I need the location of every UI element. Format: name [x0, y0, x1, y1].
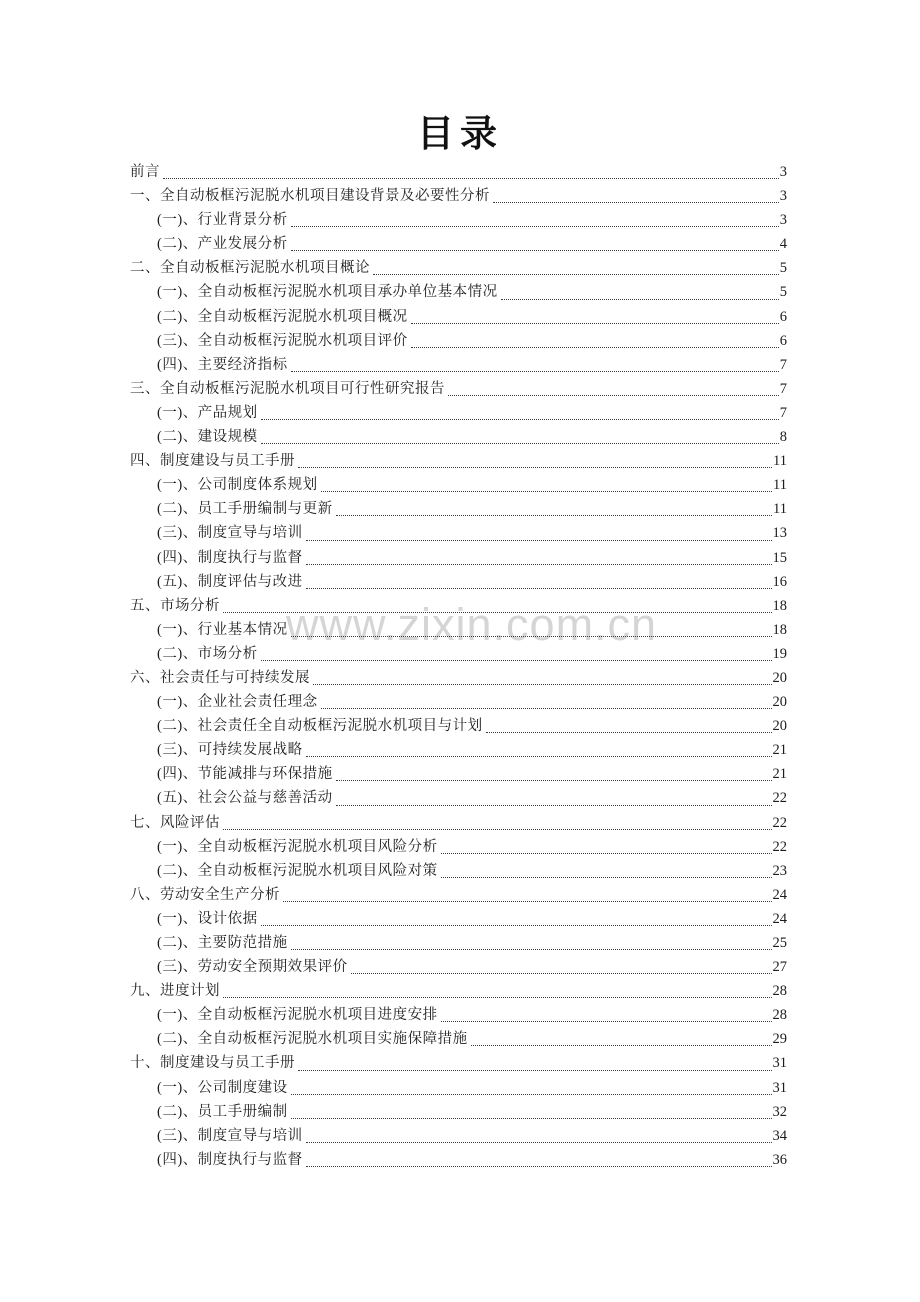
toc-entry[interactable]: [130, 1076, 787, 1100]
toc-page-number: 21: [772, 742, 787, 759]
toc-leader-dots: [336, 805, 772, 806]
toc-leader-dots: [261, 925, 772, 926]
toc-entry-label: 六、社会责任与可持续发展: [130, 669, 310, 686]
toc-page-number: 28: [772, 1007, 787, 1024]
toc-leader-dots: [163, 178, 779, 179]
page-title: 目录: [417, 114, 503, 155]
toc-entry[interactable]: [130, 473, 787, 497]
toc-entry-label: (四)、主要经济指标: [157, 356, 288, 373]
toc-entry-label: (三)、劳动安全预期效果评价: [157, 959, 348, 976]
toc-leader-dots: [291, 949, 772, 950]
toc-leader-dots: [298, 467, 772, 468]
toc-page-number: 18: [772, 621, 787, 638]
toc-entry-label: (三)、全自动板框污泥脱水机项目评价: [157, 332, 408, 349]
toc-entry[interactable]: [130, 521, 787, 545]
toc-page-number: 13: [772, 525, 787, 542]
toc-entry[interactable]: [130, 1124, 787, 1148]
toc-page-number: 11: [773, 477, 787, 494]
toc-entry[interactable]: [130, 762, 787, 786]
toc-leader-dots: [283, 901, 772, 902]
toc-list: [130, 160, 787, 1172]
toc-entry-label: (二)、主要防范措施: [157, 935, 288, 951]
toc-leader-dots: [441, 853, 772, 854]
toc-page-number: 11: [773, 453, 787, 470]
toc-entry-label: (一)、全自动板框污泥脱水机项目进度安排: [157, 1007, 438, 1024]
toc-page-number: 27: [772, 959, 787, 976]
toc-entry[interactable]: [130, 208, 787, 232]
toc-page-number: 6: [779, 332, 787, 349]
toc-page-number: 29: [772, 1031, 787, 1048]
toc-entry[interactable]: [130, 955, 787, 979]
toc-entry-label: (二)、社会责任全自动板框污泥脱水机项目与计划: [157, 718, 483, 735]
toc-leader-dots: [313, 684, 772, 685]
toc-entry-label: (三)、制度宣导与培训: [157, 1127, 303, 1144]
toc-entry-label: (四)、制度执行与监督: [157, 549, 303, 566]
toc-leader-dots: [223, 612, 772, 613]
toc-leader-dots: [291, 636, 772, 637]
toc-page-number: 36: [772, 1151, 787, 1168]
toc-page-number: 31: [772, 1079, 787, 1096]
toc-entry-label: (四)、节能减排与环保措施: [157, 766, 333, 783]
toc-entry-label: (一)、全自动板框污泥脱水机项目承办单位基本情况: [157, 284, 498, 301]
toc-page-number: 19: [772, 645, 787, 662]
toc-entry-label: (二)、全自动板框污泥脱水机项目实施保障措施: [157, 1031, 468, 1048]
toc-page-number: 6: [779, 308, 787, 325]
toc-leader-dots: [411, 347, 779, 348]
toc-entry[interactable]: [130, 353, 787, 377]
toc-page-number: 3: [779, 188, 787, 205]
toc-entry-label: 前言: [130, 164, 160, 180]
toc-entry[interactable]: [130, 280, 787, 304]
toc-leader-dots: [291, 371, 779, 372]
toc-entry[interactable]: [130, 642, 787, 666]
toc-entry[interactable]: [130, 690, 787, 714]
toc-entry[interactable]: [130, 714, 787, 738]
toc-entry[interactable]: [130, 449, 787, 473]
toc-leader-dots: [306, 1142, 772, 1143]
toc-entry-label: (二)、产业发展分析: [157, 236, 288, 253]
toc-leader-dots: [486, 732, 772, 733]
toc-leader-dots: [298, 1070, 772, 1071]
toc-entry-label: 五、市场分析: [130, 597, 220, 614]
toc-entry[interactable]: [130, 401, 787, 425]
toc-entry-label: (一)、产品规划: [157, 404, 258, 421]
toc-entry[interactable]: [130, 907, 787, 931]
toc-entry-label: (一)、全自动板框污泥脱水机项目风险分析: [157, 838, 438, 855]
toc-leader-dots: [493, 202, 779, 203]
toc-leader-dots: [441, 1021, 772, 1022]
toc-page-number: 28: [772, 983, 787, 1000]
toc-page-number: 25: [772, 935, 787, 951]
toc-entry-label: (五)、社会公益与慈善活动: [157, 790, 333, 807]
toc-entry[interactable]: [130, 160, 787, 184]
toc-entry[interactable]: [130, 979, 787, 1003]
site-watermark: www.zixin.com.cn: [286, 599, 658, 650]
toc-page-number: 21: [772, 766, 787, 783]
toc-page-number: 11: [773, 501, 787, 518]
toc-entry-label: 七、风险评估: [130, 814, 220, 831]
toc-entry[interactable]: [130, 618, 787, 642]
toc-page-number: 24: [772, 910, 787, 927]
toc-entry-label: (三)、制度宣导与培训: [157, 525, 303, 542]
toc-leader-dots: [448, 395, 779, 396]
toc-leader-dots: [291, 250, 779, 251]
toc-page-number: 3: [779, 164, 787, 180]
toc-page-number: 16: [772, 573, 787, 590]
toc-entry[interactable]: [130, 1003, 787, 1027]
toc-leader-dots: [306, 564, 772, 565]
toc-entry-label: (一)、设计依据: [157, 910, 258, 927]
toc-entry[interactable]: [130, 305, 787, 329]
toc-leader-dots: [336, 515, 772, 516]
toc-leader-dots: [223, 829, 772, 830]
toc-page-number: 24: [772, 886, 787, 903]
toc-leader-dots: [321, 491, 772, 492]
toc-entry-label: (二)、全自动板框污泥脱水机项目概况: [157, 308, 408, 325]
toc-entry[interactable]: [130, 931, 787, 955]
toc-entry-label: 一、全自动板框污泥脱水机项目建设背景及必要性分析: [130, 188, 490, 205]
toc-entry[interactable]: [130, 811, 787, 835]
toc-entry-label: 四、制度建设与员工手册: [130, 453, 295, 470]
toc-entry-label: (二)、员工手册编制与更新: [157, 501, 333, 518]
toc-page-number: 20: [772, 694, 787, 711]
toc-leader-dots: [351, 973, 772, 974]
toc-entry[interactable]: [130, 256, 787, 280]
toc-leader-dots: [373, 274, 779, 275]
toc-leader-dots: [306, 540, 772, 541]
toc-entry[interactable]: [130, 594, 787, 618]
toc-entry-label: 八、劳动安全生产分析: [130, 886, 280, 903]
toc-page-number: 18: [772, 597, 787, 614]
toc-entry[interactable]: [130, 232, 787, 256]
toc-entry-label: (一)、行业基本情况: [157, 621, 288, 638]
toc-leader-dots: [291, 1118, 772, 1119]
toc-entry[interactable]: [130, 329, 787, 353]
toc-entry[interactable]: [130, 1051, 787, 1075]
toc-leader-dots: [471, 1045, 772, 1046]
toc-page-number: 32: [772, 1103, 787, 1120]
toc-entry[interactable]: [130, 859, 787, 883]
toc-entry[interactable]: [130, 425, 787, 449]
toc-page-number: 23: [772, 862, 787, 879]
toc-entry[interactable]: [130, 835, 787, 859]
toc-leader-dots: [261, 419, 779, 420]
toc-page-number: 22: [772, 814, 787, 831]
toc-leader-dots: [321, 708, 772, 709]
toc-entry-label: 三、全自动板框污泥脱水机项目可行性研究报告: [130, 380, 445, 397]
toc-entry-label: (五)、制度评估与改进: [157, 573, 303, 590]
toc-leader-dots: [261, 443, 779, 444]
toc-entry[interactable]: [130, 570, 787, 594]
toc-page-number: 20: [772, 669, 787, 686]
toc-entry-label: (一)、公司制度建设: [157, 1079, 288, 1096]
toc-entry[interactable]: [130, 184, 787, 208]
toc-page-number: 7: [779, 404, 787, 421]
toc-leader-dots: [291, 226, 779, 227]
toc-entry[interactable]: [130, 497, 787, 521]
toc-page-number: 15: [772, 549, 787, 566]
toc-entry-label: (一)、企业社会责任理念: [157, 694, 318, 711]
toc-entry-label: (二)、建设规模: [157, 429, 258, 446]
toc-entry-label: (一)、公司制度体系规划: [157, 477, 318, 494]
toc-entry-label: (三)、可持续发展战略: [157, 742, 303, 759]
toc-leader-dots: [306, 588, 772, 589]
toc-page-number: 31: [772, 1055, 787, 1072]
toc-leader-dots: [306, 756, 772, 757]
toc-page-number: 20: [772, 718, 787, 735]
toc-page-number: 5: [779, 260, 787, 277]
toc-page-number: 7: [779, 356, 787, 373]
toc-entry[interactable]: [130, 1100, 787, 1124]
toc-entry[interactable]: [130, 786, 787, 810]
toc-entry-label: (四)、制度执行与监督: [157, 1151, 303, 1168]
toc-page-number: 22: [772, 790, 787, 807]
toc-entry-label: 十、制度建设与员工手册: [130, 1055, 295, 1072]
toc-entry-label: (二)、市场分析: [157, 645, 258, 662]
toc-page-number: 5: [779, 284, 787, 301]
toc-page-number: 4: [779, 236, 787, 253]
toc-leader-dots: [411, 323, 779, 324]
toc-entry[interactable]: [130, 377, 787, 401]
toc-leader-dots: [441, 877, 772, 878]
toc-leader-dots: [306, 1166, 772, 1167]
toc-page-number: 22: [772, 838, 787, 855]
toc-entry[interactable]: [130, 883, 787, 907]
toc-entry-label: 二、全自动板框污泥脱水机项目概论: [130, 260, 370, 277]
toc-entry-label: (二)、全自动板框污泥脱水机项目风险对策: [157, 862, 438, 879]
toc-page-number: 34: [772, 1127, 787, 1144]
toc-entry-label: 九、进度计划: [130, 983, 220, 1000]
toc-leader-dots: [261, 660, 772, 661]
toc-entry-label: (一)、行业背景分析: [157, 212, 288, 229]
toc-entry-label: (二)、员工手册编制: [157, 1103, 288, 1120]
toc-leader-dots: [291, 1094, 772, 1095]
toc-page-number: 3: [779, 212, 787, 229]
toc-entry[interactable]: [130, 546, 787, 570]
toc-leader-dots: [336, 780, 772, 781]
toc-entry[interactable]: [130, 1148, 787, 1172]
toc-entry[interactable]: [130, 666, 787, 690]
toc-page-number: 7: [779, 380, 787, 397]
toc-entry[interactable]: [130, 1027, 787, 1051]
toc-entry[interactable]: [130, 738, 787, 762]
toc-page-number: 8: [779, 429, 787, 446]
toc-leader-dots: [223, 997, 772, 998]
toc-leader-dots: [501, 299, 779, 300]
